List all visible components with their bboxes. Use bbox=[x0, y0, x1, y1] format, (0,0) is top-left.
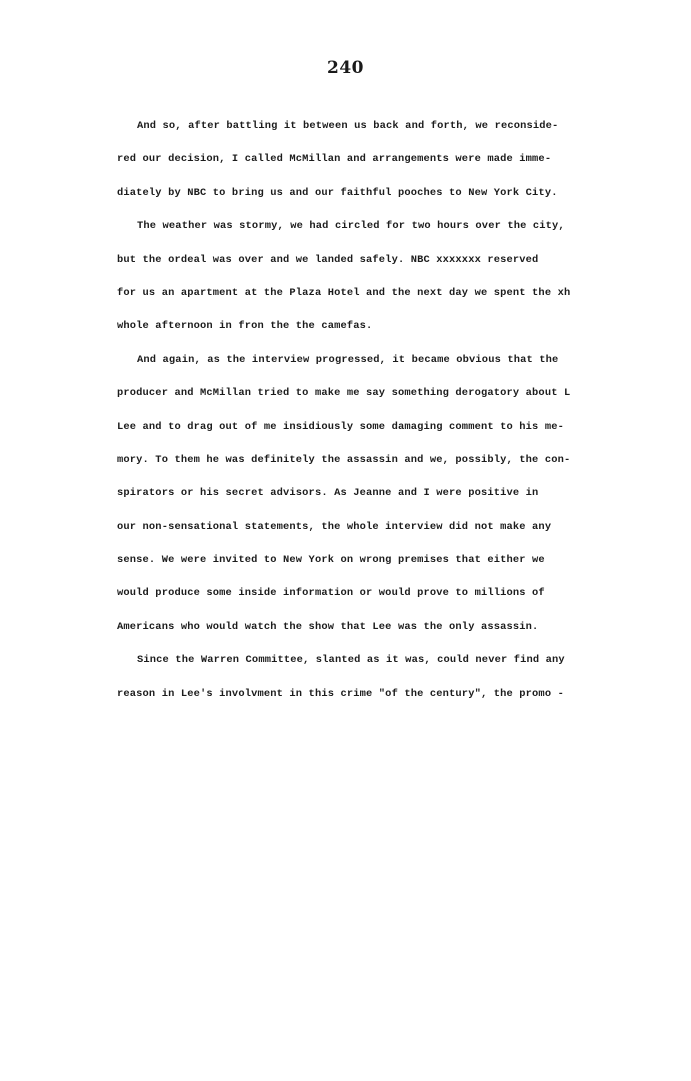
text-line: spirators or his secret advisors. As Jeanne and I were positive in bbox=[117, 487, 539, 500]
text-line: producer and McMillan tried to make me say something derogatory about L bbox=[117, 387, 571, 400]
text-line: our non-sensational statements, the whole interview did not make any bbox=[117, 520, 552, 533]
text-line: but the ordeal was over and we landed safely. NBC xxxxxxx reserved bbox=[117, 253, 539, 266]
text-line: And again, as the interview progressed, it became obvious that the bbox=[137, 353, 559, 366]
text-line: sense. We were invited to New York on wrong premises that either we bbox=[117, 554, 545, 567]
text-line: And so, after battling it between us back and forth, we reconside- bbox=[137, 120, 559, 132]
text-line: The weather was stormy, we had circled for two hours over the city, bbox=[137, 220, 565, 233]
body-text bbox=[117, 110, 592, 711]
text-line: mory. To them he was definitely the assassin and we, possibly, the con- bbox=[117, 453, 571, 466]
text-line: Americans who would watch the show that Lee was the only assassin. bbox=[117, 620, 539, 633]
text-line: red our decision, I called McMillan and arrangements were made imme- bbox=[117, 153, 552, 166]
text-line: Since the Warren Committee, slanted as it was, could never find any bbox=[137, 654, 565, 667]
page-number: 240 bbox=[327, 58, 364, 78]
text-line: reason in Lee's involvment in this crime "of the century", the promo - bbox=[117, 687, 564, 700]
text-line: diately by NBC to bring us and our faithful pooches to New York City. bbox=[117, 186, 558, 199]
text-line: Lee and to drag out of me insidiously some damaging comment to his me- bbox=[117, 420, 564, 433]
text-line: for us an apartment at the Plaza Hotel and the next day we spent the xh bbox=[117, 286, 571, 299]
text-line: whole afternoon in fron the the camefas. bbox=[117, 320, 373, 333]
text-line: would produce some inside information or would prove to millions of bbox=[117, 587, 545, 600]
